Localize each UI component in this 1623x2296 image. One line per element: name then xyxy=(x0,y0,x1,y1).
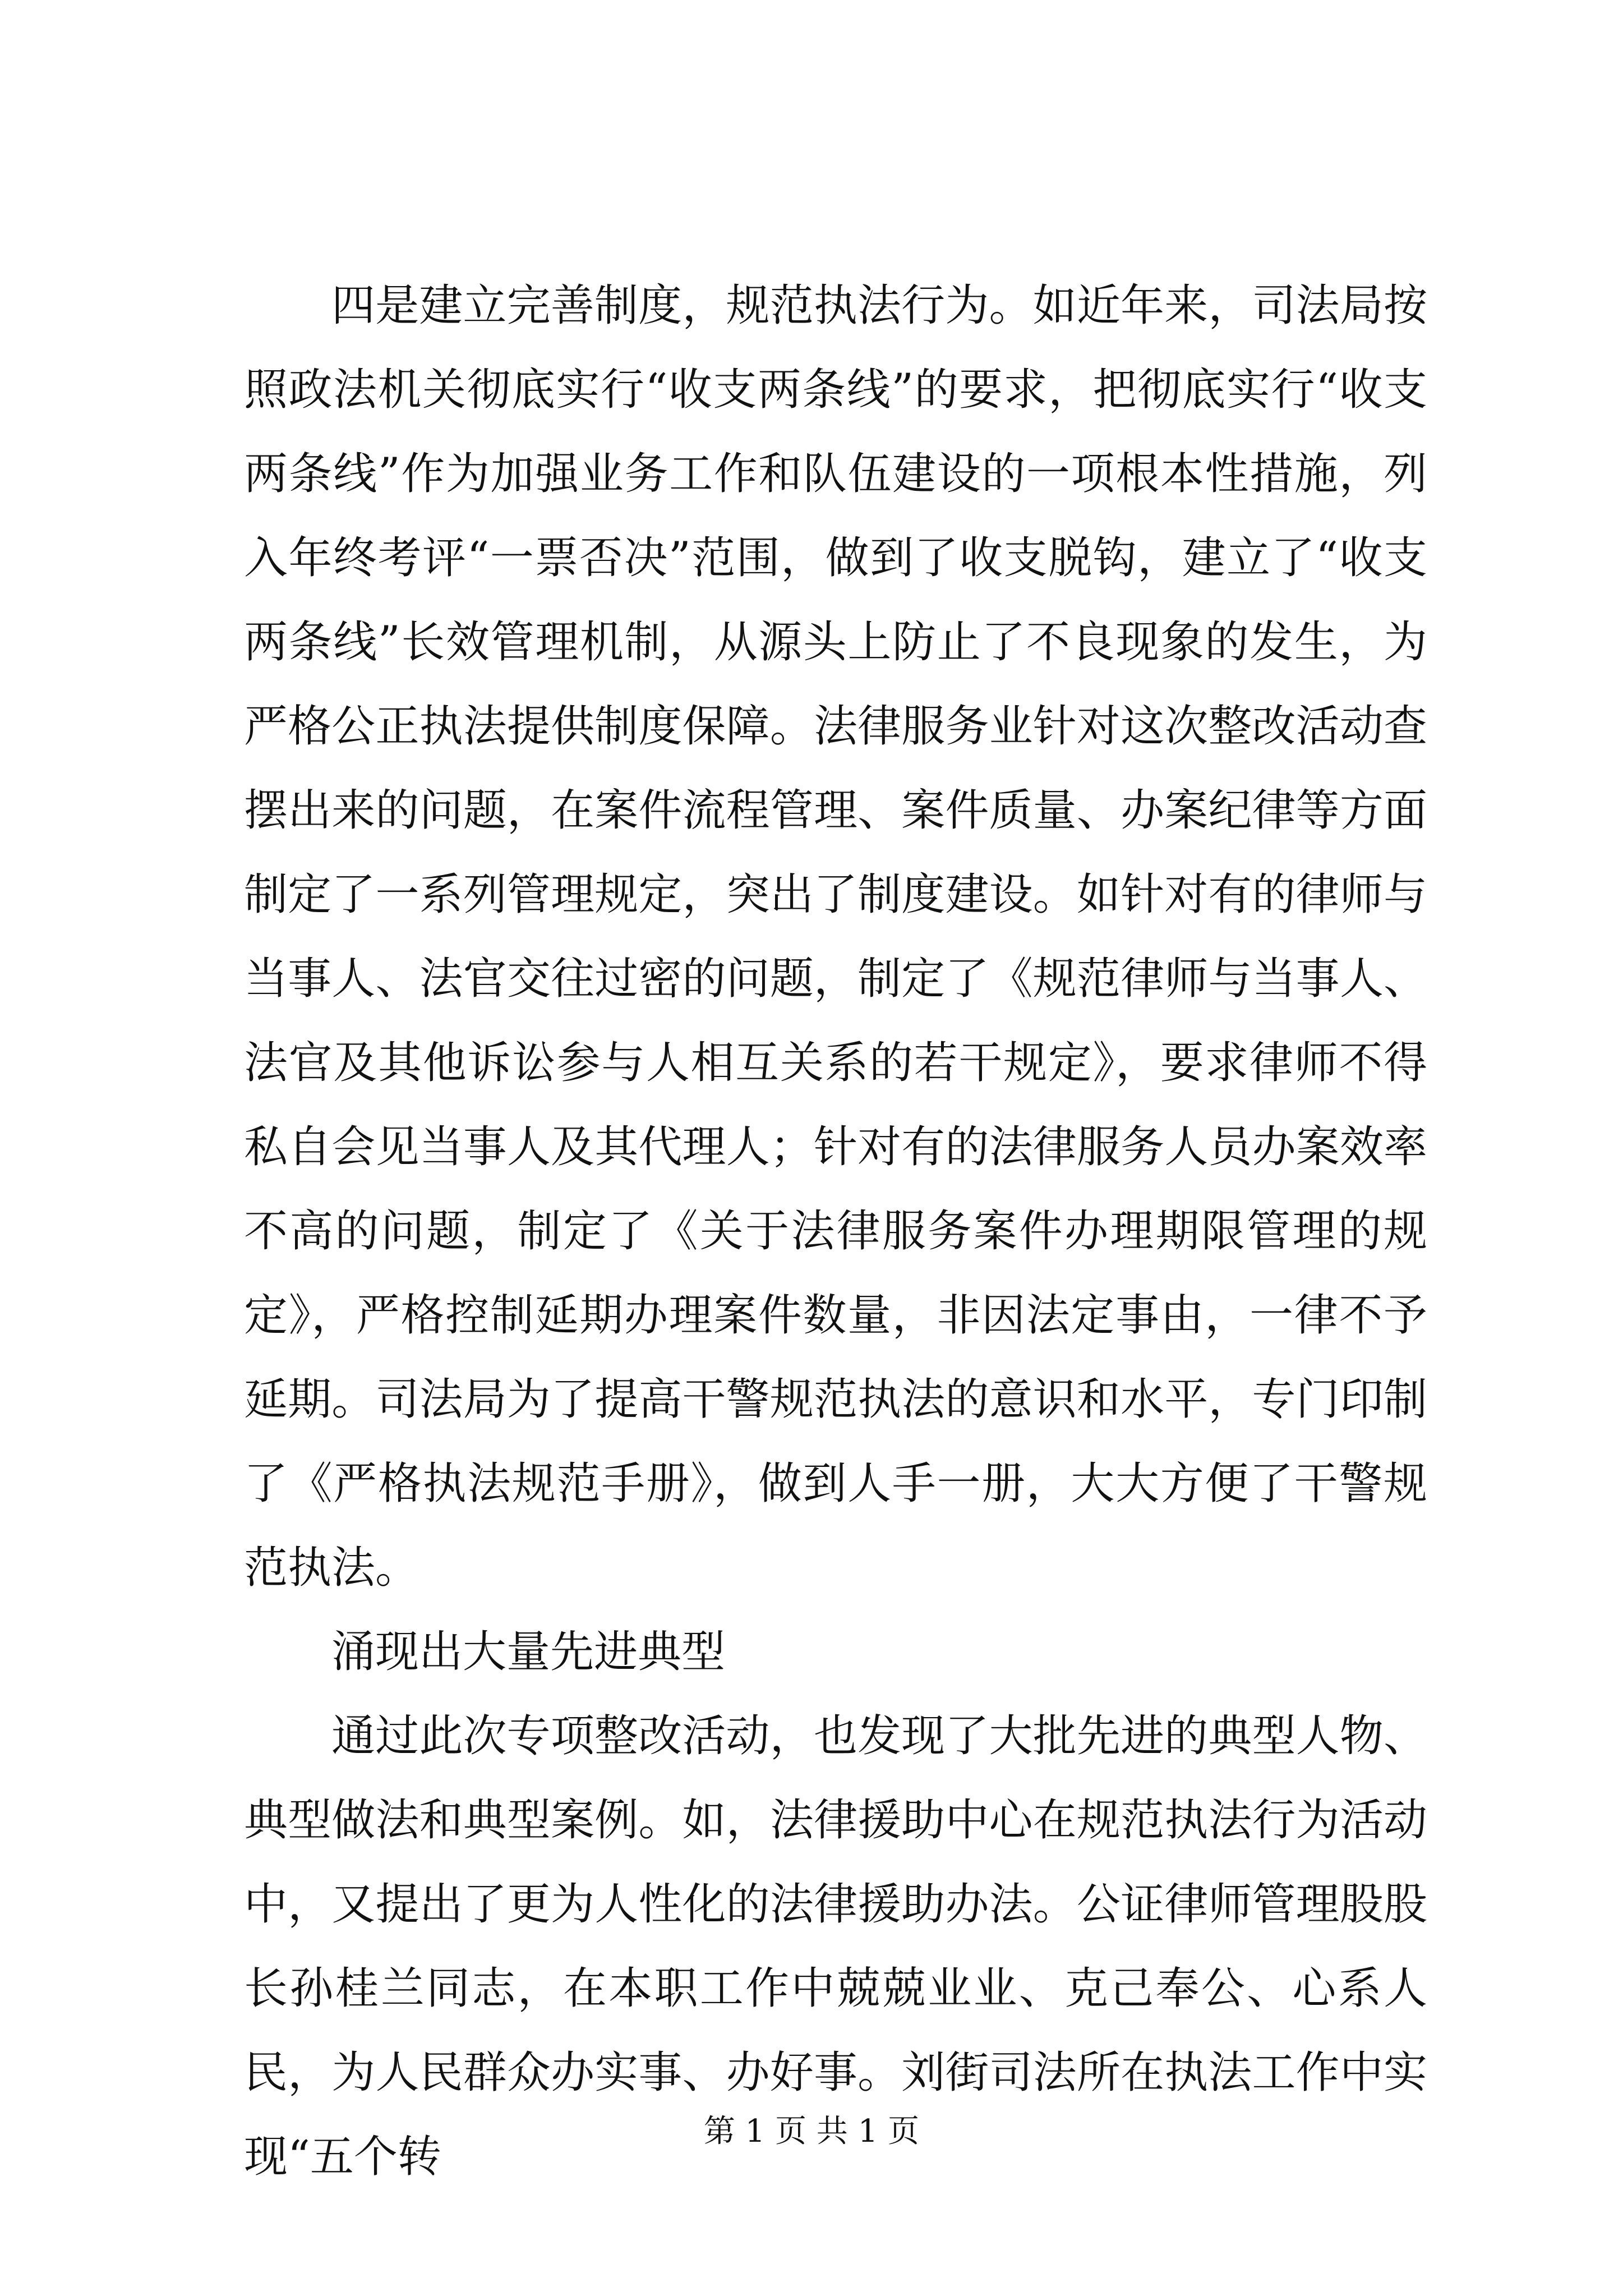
document-body xyxy=(244,264,1427,2199)
paragraph-advanced-models: 通过此次专项整改活动，也发现了大批先进的典型人物、典型做法和典型案例。如，法律援助中心在规范执法行为活动中，又提出了更为人性化的法律援助办法。公证律师管理股股长孙桂兰同志，在本职工作中兢兢业业、克己奉公、心系人民，为人民群众办实事、办好事。刘街司法所在执法工作中实现“五个转 xyxy=(244,1711,1427,2182)
section-heading: 涌现出大量先进典型 xyxy=(331,1627,726,1677)
page-footer: 第 1 页 共 1 页 xyxy=(703,2113,920,2150)
paragraph-system-regulation: 四是建立完善制度，规范执法行为。如近年来，司法局按照政法机关彻底实行“收支两条线”的要求，把彻底实行“收支两条线”作为加强业务工作和队伍建设的一项根本性措施，列入年终考评“一票否决”范围，做到了收支脱钩，建立了“收支两条线”长效管理机制，从源头上防止了不良现象的发生，为严格公正执法提供制度保障。法律服务业针对这次整改活动查摆出来的问题，在案件流程管理、案件质量、办案纪律等方面制定了一系列管理规定，突出了制度建设。如针对有的律师与当事人、法官交往过密的问题，制定了《规范律师与当事人、法官及其他诉讼参与人相互关系的若干规定》，要求律师不得私自会见当事人及其代理人；针对有的法律服务人员办案效率不高的问题，制定了《关于法律服务案件办理期限管理的规定》，严格控制延期办理案件数量，非因法定事由，一律不予延期。司法局为了提高干警规范执法的意识和水平，专门印制了《严格执法规范手册》，做到人手一册，大大方便了干警规范执法。 xyxy=(244,280,1427,1593)
